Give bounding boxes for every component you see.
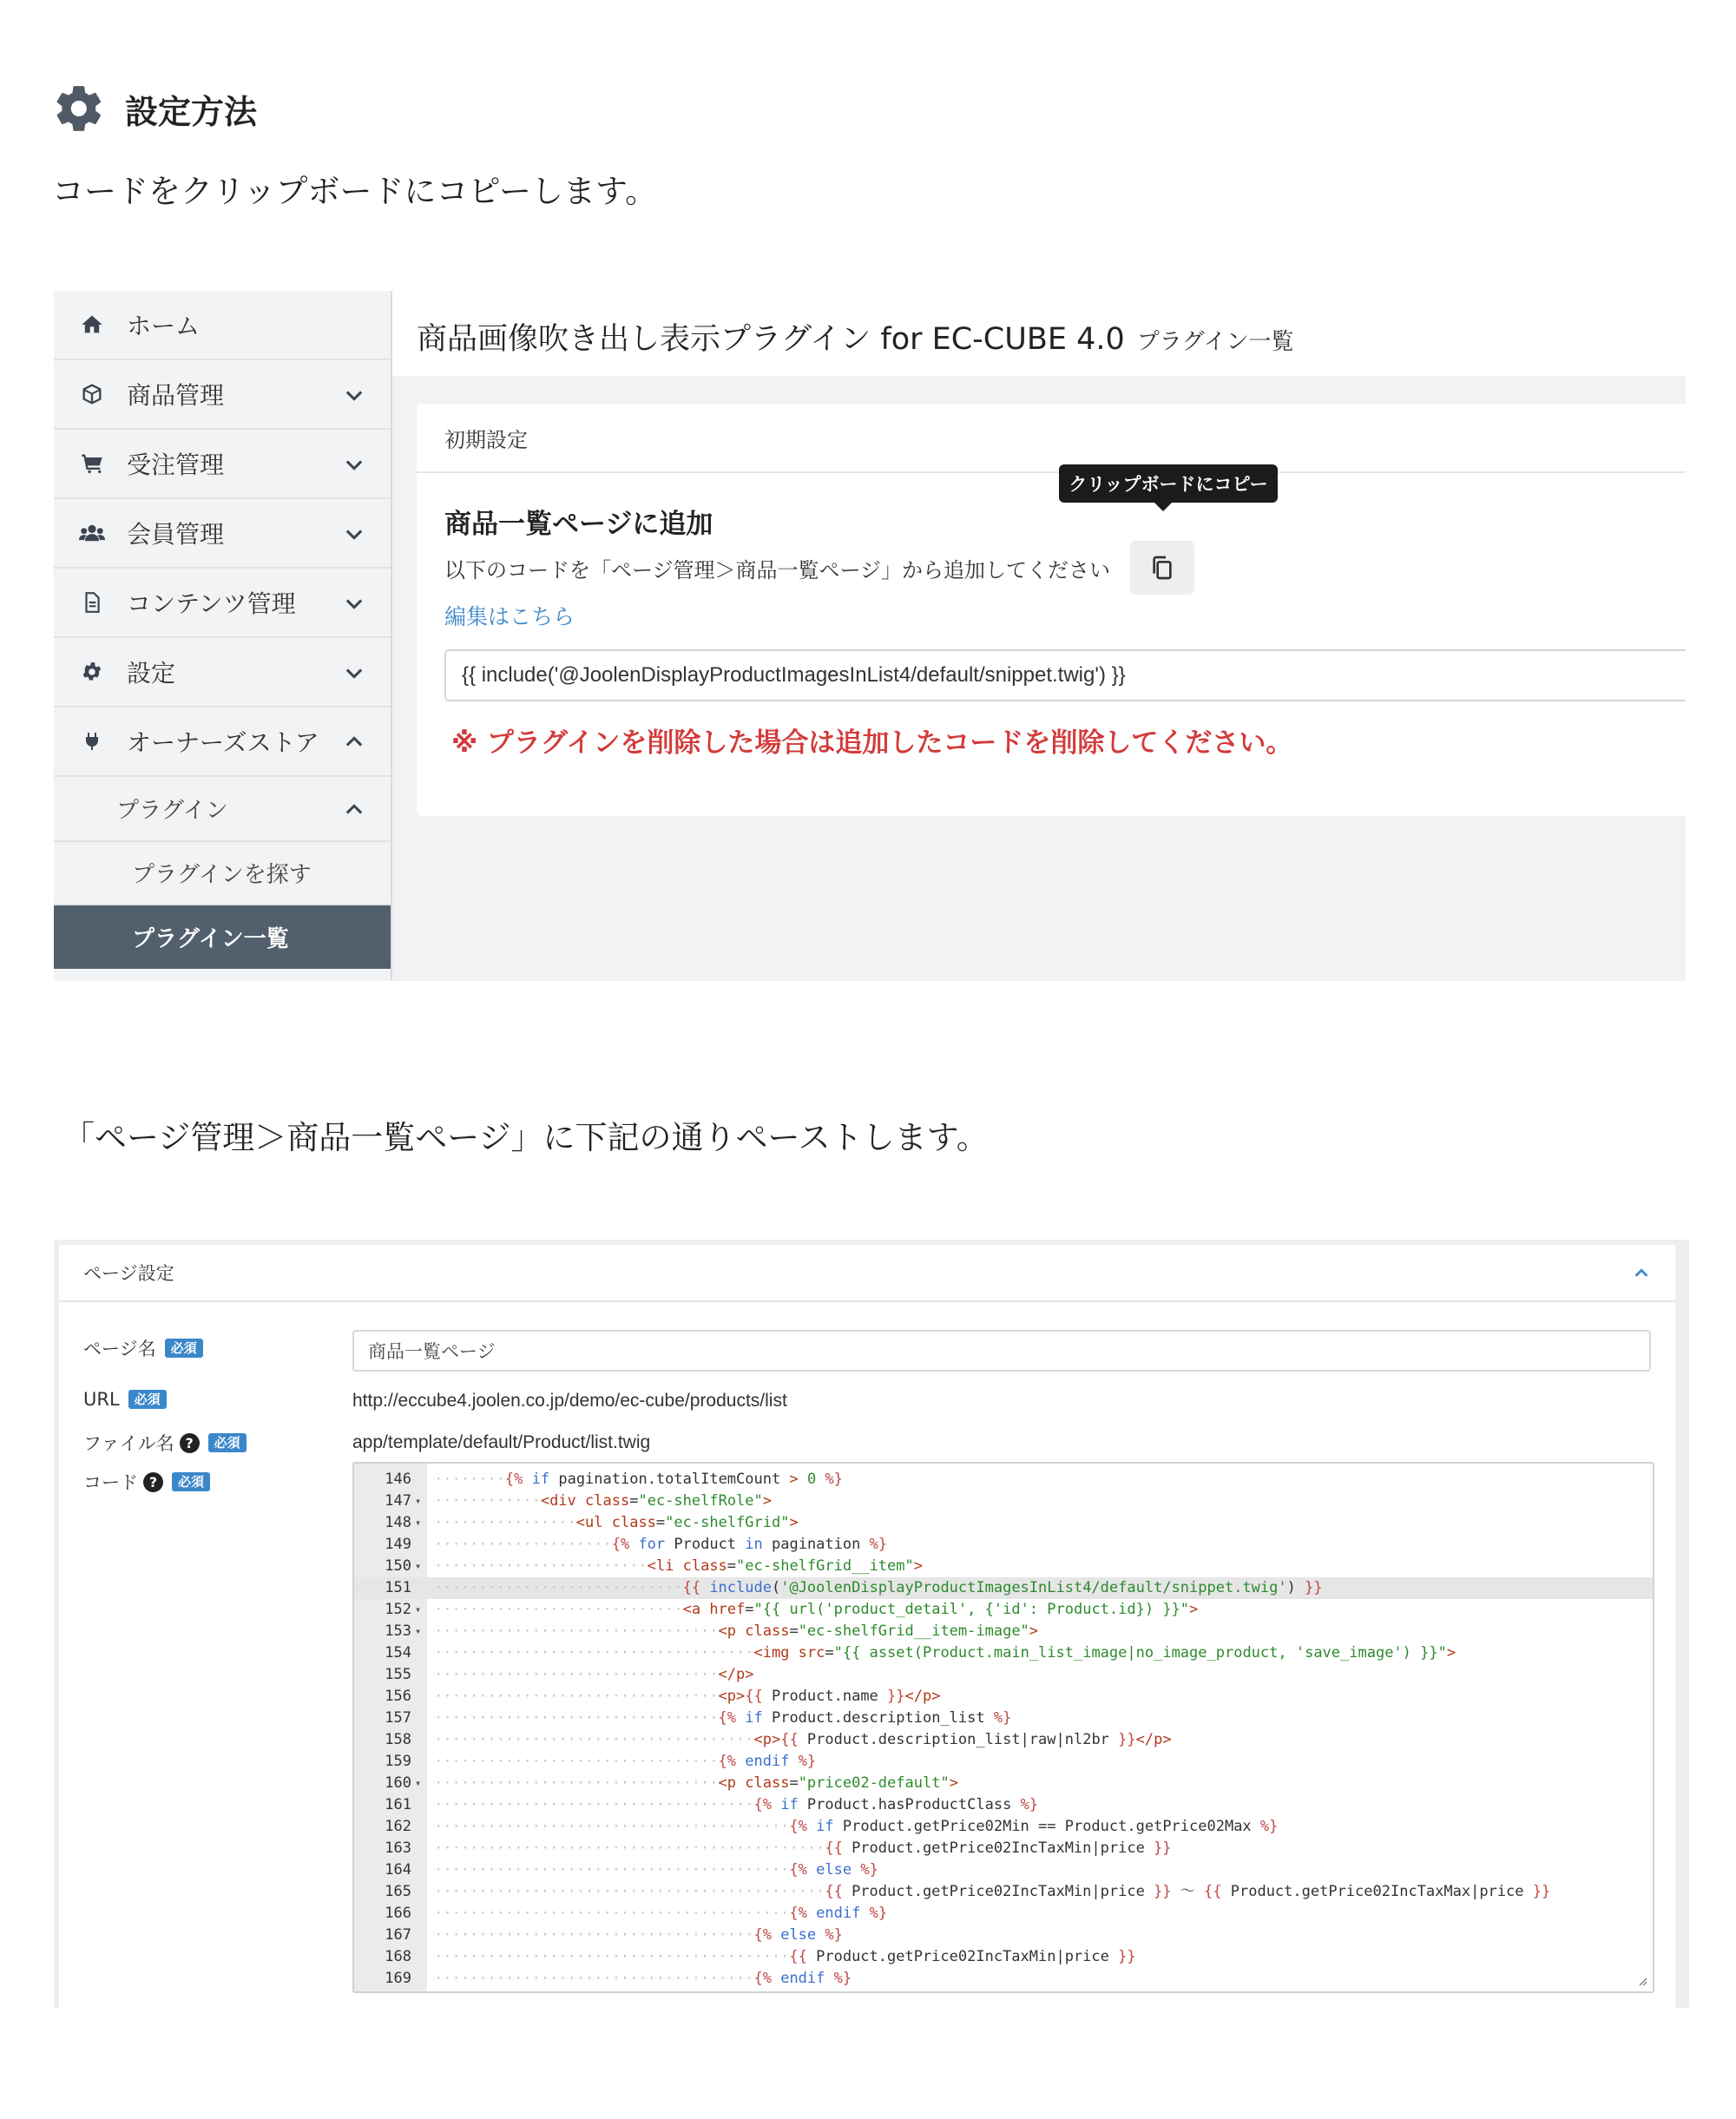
- sidebar-subsub-label: プラグインを探す: [132, 862, 312, 888]
- code-line: [354, 1816, 1654, 1838]
- fold-toggle-icon[interactable]: ▾: [415, 1495, 422, 1507]
- line-number: 166: [385, 1905, 411, 1922]
- code-text: ····························{{ include('@JoolenDisplayProductImagesInList4/default/snippet.twig') }}: [434, 1579, 1323, 1596]
- required-badge: 必須: [208, 1433, 247, 1452]
- section-title: 商品一覧ページに追加: [444, 509, 713, 540]
- code-text: ····································<p>{{ Product.description_list|raw|nl2br }}</p>: [434, 1731, 1172, 1748]
- line-number: 162: [385, 1818, 411, 1835]
- line-number: 159: [385, 1753, 411, 1770]
- label-text: URL: [83, 1389, 120, 1410]
- required-badge: 必須: [172, 1472, 210, 1491]
- code-text: ····································{% else %}: [434, 1926, 843, 1944]
- sidebar-item-settings[interactable]: [54, 638, 391, 707]
- sidebar-item-home[interactable]: [54, 291, 391, 360]
- code-line: [354, 1729, 1654, 1751]
- code-line: [354, 1534, 1654, 1556]
- required-badge: 必須: [128, 1390, 167, 1409]
- line-number: 161: [385, 1796, 411, 1813]
- code-line: [354, 1773, 1654, 1794]
- copy-to-clipboard-button[interactable]: [1130, 541, 1194, 595]
- sidebar-item-products[interactable]: [54, 360, 391, 430]
- fold-toggle-icon[interactable]: ▾: [415, 1603, 422, 1616]
- code-text: ········{% if pagination.totalItemCount > 0 %}: [434, 1471, 843, 1488]
- sidebar-item-members[interactable]: [54, 499, 391, 569]
- line-number: 148: [385, 1514, 411, 1531]
- code-text: ····················{% for Product in pagination %}: [434, 1536, 888, 1553]
- line-number: 165: [385, 1883, 411, 1900]
- code-line: [354, 1512, 1654, 1534]
- clipboard-copy-icon: [1148, 553, 1176, 582]
- code-text: ································{% endif %}: [434, 1753, 817, 1770]
- code-line: [354, 1794, 1654, 1816]
- plug-icon: [78, 727, 106, 755]
- code-line: [354, 1599, 1654, 1621]
- code-label: [83, 1469, 210, 1495]
- line-number: 151: [385, 1579, 411, 1596]
- page-title-sub: プラグイン一覧: [1136, 329, 1294, 355]
- card-header: 初期設定: [417, 404, 1686, 473]
- sidebar-item-label: 設定: [127, 659, 176, 688]
- line-number: 169: [385, 1970, 411, 1987]
- line-number: 152: [385, 1601, 411, 1618]
- line-number: 168: [385, 1948, 411, 1965]
- line-number: 167: [385, 1926, 411, 1944]
- code-text: ········································{% if Product.getPrice02Min == Product.getPrice02Max %}: [434, 1818, 1279, 1835]
- gear-icon: [78, 658, 106, 686]
- chevron-up-icon: [342, 798, 366, 822]
- code-line: [354, 1925, 1654, 1946]
- sidebar-item-label: オーナーズストア: [127, 728, 319, 757]
- edit-link[interactable]: 編集はこちら: [444, 604, 575, 629]
- fold-toggle-icon[interactable]: ▾: [415, 1777, 422, 1789]
- resize-handle-icon[interactable]: [1635, 1974, 1647, 1986]
- line-number: 163: [385, 1839, 411, 1857]
- help-icon[interactable]: ?: [180, 1433, 200, 1453]
- users-icon: [78, 519, 106, 547]
- fold-toggle-icon[interactable]: ▾: [415, 1560, 422, 1572]
- code-line: [354, 1946, 1654, 1968]
- chevron-up-icon[interactable]: [1632, 1264, 1651, 1283]
- page-name-label: [83, 1335, 203, 1361]
- sidebar-item-label: コンテンツ管理: [127, 589, 296, 618]
- cube-icon: [78, 380, 106, 408]
- code-text: ····································{% if Product.hasProductClass %}: [434, 1796, 1039, 1813]
- section-heading: [52, 82, 257, 135]
- delete-warning: ※ プラグインを削除した場合は追加したコードを削除してください。: [451, 727, 1293, 759]
- line-number: 157: [385, 1709, 411, 1727]
- gear-icon: [52, 82, 106, 135]
- code-line: [354, 1556, 1654, 1577]
- line-number: 150: [385, 1557, 411, 1575]
- section-description: 以下のコードを「ページ管理＞商品一覧ページ」から追加してください: [444, 558, 1111, 582]
- fold-toggle-icon[interactable]: ▾: [415, 1517, 422, 1529]
- line-number: 156: [385, 1688, 411, 1705]
- page-title: [417, 315, 1293, 359]
- plugin-admin-screenshot: [54, 291, 1686, 981]
- chevron-down-icon: [342, 522, 366, 546]
- tooltip-arrow: [1154, 503, 1172, 511]
- required-badge: 必須: [165, 1339, 203, 1358]
- code-text: ································{% if Product.description_list %}: [434, 1709, 1012, 1727]
- sidebar-item-plugin-list[interactable]: [54, 905, 391, 969]
- file-icon: [78, 589, 106, 616]
- label-text: コード: [83, 1472, 138, 1493]
- label-text: ファイル名: [83, 1433, 174, 1454]
- chevron-down-icon: [342, 591, 366, 615]
- home-icon: [78, 311, 106, 339]
- code-text: ································<p>{{ Product.name }}</p>: [434, 1688, 941, 1705]
- code-text: ············································{{ Product.getPrice02IncTaxMin|price }}: [434, 1839, 1172, 1857]
- chevron-down-icon: [342, 452, 366, 477]
- line-number: 153: [385, 1622, 411, 1640]
- code-line: [354, 1708, 1654, 1729]
- code-text: ····································{% endif %}: [434, 1970, 852, 1987]
- chevron-up-icon: [342, 730, 366, 754]
- paste-instruction-text: 「ページ管理＞商品一覧ページ」に下記の通りペーストします。: [62, 1119, 989, 1156]
- sidebar-item-contents[interactable]: [54, 569, 391, 638]
- page-settings-panel: [59, 1245, 1675, 2008]
- code-line: [354, 1642, 1654, 1664]
- chevron-down-icon: [342, 383, 366, 407]
- code-line: [354, 1664, 1654, 1686]
- sidebar-subitem-label: プラグイン: [116, 798, 228, 824]
- code-text: ························<li class="ec-shelfGrid__item">: [434, 1557, 923, 1575]
- fold-toggle-icon[interactable]: ▾: [415, 1625, 422, 1637]
- code-text: ················<ul class="ec-shelfGrid">: [434, 1514, 799, 1531]
- help-icon[interactable]: ?: [143, 1472, 163, 1492]
- code-line: [354, 1621, 1654, 1642]
- line-number: 164: [385, 1861, 411, 1879]
- snippet-code-field[interactable]: {{ include('@JoolenDisplayProductImagesInList4/default/snippet.twig') }}: [444, 649, 1686, 701]
- panel-title: ページ設定: [83, 1263, 174, 1284]
- code-line: [354, 1838, 1654, 1859]
- url-value: http://eccube4.joolen.co.jp/demo/ec-cube/products/list: [352, 1391, 787, 1411]
- file-name-value: app/template/default/Product/list.twig: [352, 1432, 651, 1452]
- sidebar-item-find-plugins[interactable]: [54, 842, 391, 905]
- code-lines: [354, 1469, 1654, 1990]
- line-number: 155: [385, 1666, 411, 1683]
- code-line: [354, 1881, 1654, 1903]
- code-line: [354, 1968, 1654, 1990]
- label-text: ページ名: [83, 1339, 156, 1359]
- code-text: ········································{% endif %}: [434, 1905, 888, 1922]
- line-number: 154: [385, 1644, 411, 1662]
- intro-text: コードをクリップボードにコピーします。: [52, 173, 658, 210]
- page-name-input[interactable]: 商品一覧ページ: [352, 1330, 1651, 1372]
- code-line: [354, 1903, 1654, 1925]
- code-text: ································</p>: [434, 1666, 754, 1683]
- sidebar-item-orders[interactable]: [54, 430, 391, 499]
- sidebar-item-owners-store[interactable]: [54, 707, 391, 777]
- code-line: [354, 1491, 1654, 1512]
- sidebar-item-label: 会員管理: [127, 520, 225, 549]
- page-settings-screenshot: [54, 1240, 1689, 2008]
- file-name-label: [83, 1430, 247, 1456]
- heading-text: 設定方法: [125, 92, 258, 131]
- initial-settings-card: [417, 404, 1686, 816]
- code-text: ································<p class="ec-shelfGrid__item-image">: [434, 1622, 1039, 1640]
- code-text: ············································{{ Product.getPrice02IncTaxMin|price }} ～ {{ Product.getPrice02IncTaxMax|price }}: [434, 1883, 1551, 1900]
- code-line: [354, 1577, 1654, 1599]
- code-text: ····························<a href="{{ url('product_detail', {'id': Product.id}) }}">: [434, 1601, 1199, 1618]
- url-label: [83, 1389, 167, 1410]
- sidebar-item-label: 商品管理: [127, 381, 225, 410]
- line-number: 146: [385, 1471, 411, 1488]
- line-number: 149: [385, 1536, 411, 1553]
- sidebar-subitem-plugin[interactable]: [54, 777, 391, 842]
- code-editor[interactable]: [352, 1462, 1654, 1993]
- chevron-down-icon: [342, 661, 366, 685]
- line-number: 160: [385, 1774, 411, 1792]
- cart-icon: [78, 450, 106, 477]
- code-line: [354, 1469, 1654, 1491]
- code-text: ········································{% else %}: [434, 1861, 878, 1879]
- page-title-text: 商品画像吹き出し表示プラグイン for EC-CUBE 4.0: [417, 322, 1125, 357]
- code-line: [354, 1859, 1654, 1881]
- sidebar-item-label: ホーム: [127, 312, 201, 340]
- code-line: [354, 1686, 1654, 1708]
- sidebar-subsub-label: プラグイン一覧: [132, 926, 289, 952]
- copy-tooltip: クリップボードにコピー: [1059, 464, 1278, 503]
- panel-header[interactable]: [59, 1245, 1675, 1302]
- code-line: [354, 1751, 1654, 1773]
- line-number: 147: [385, 1492, 411, 1510]
- code-text: ········································{{ Product.getPrice02IncTaxMin|price }}: [434, 1948, 1136, 1965]
- code-text: ····································<img src="{{ asset(Product.main_list_image|no_image_product, 'save_image') }}">: [434, 1644, 1457, 1662]
- code-text: ············<div class="ec-shelfRole">: [434, 1492, 773, 1510]
- admin-sidebar: [54, 291, 392, 981]
- code-text: ································<p class="price02-default">: [434, 1774, 958, 1792]
- line-number: 158: [385, 1731, 411, 1748]
- sidebar-item-label: 受注管理: [127, 451, 225, 479]
